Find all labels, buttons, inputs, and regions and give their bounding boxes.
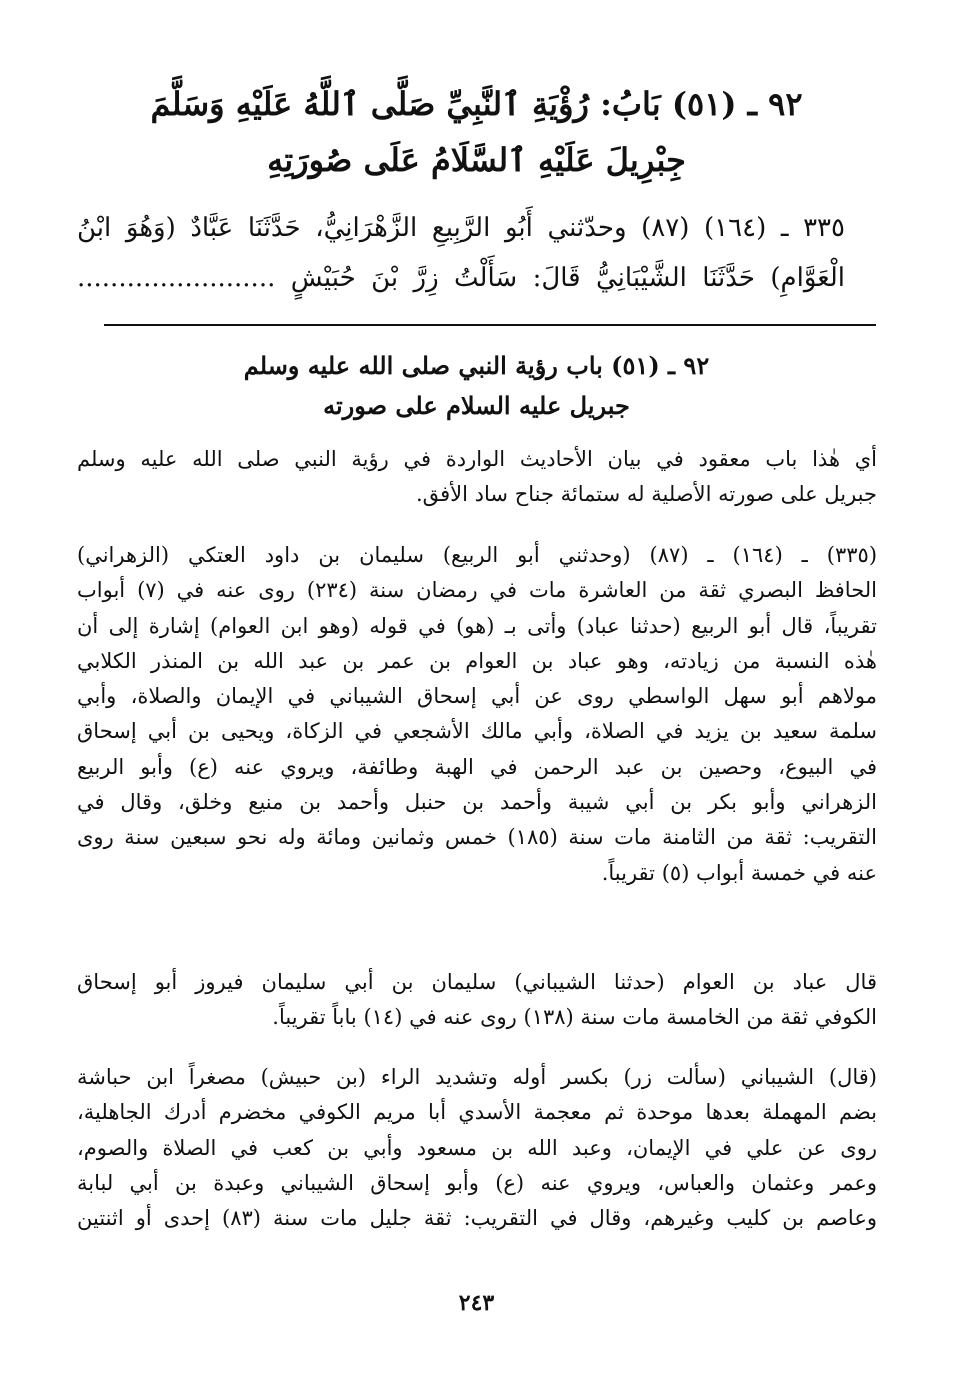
sharh-narrator-paragraph-2 bbox=[77, 965, 877, 1036]
text-line: وعاصم بن كليب وغيرهم، وقال في التقريب: ثقة جليل مات سنة (٨٣) إحدى أو اثنتين bbox=[77, 1206, 877, 1231]
text-line: وعمر وعثمان والعباس، ويروي عنه (ع) وأبو إسحاق الشيباني وعبدة بن أبي لبابة bbox=[77, 1170, 877, 1195]
text-line: الحافظ البصري ثقة من العاشرة مات في رمضان سنة (٢٣٤) روى عنه في (٧) أبواب bbox=[77, 578, 877, 603]
matn-hadith-line2: الْعَوَّامِ) حَدَّثَنَا الشَّيْبَانِيُّ قَالَ: سَأَلْتُ زِرَّ بْنَ حُبَيْشٍ ........................ bbox=[77, 263, 845, 293]
sharh-chapter-title-line2: جبريل عليه السلام على صورته bbox=[323, 391, 630, 420]
text-line: جبريل على صورته الأصلية له ستمائة جناح ساد الأفق. bbox=[415, 482, 877, 507]
separator-rule bbox=[104, 324, 876, 326]
text-line: هٰذه النسبة من زيادته، وهو عباد بن العوام بن عمر بن عبد الله بن المنذر الكلابي bbox=[77, 648, 877, 673]
text-line: روى عن علي في الإيمان، وعبد الله بن مسعود وأبي بن كعب في الصلاة والصوم، bbox=[77, 1135, 877, 1160]
matn-hadith-line1: ٣٣٥ ـ (١٦٤) (٨٧) وحدّثني أَبُو الرَّبِيعِ الزَّهْرَانِيُّ، حَدَّثَنَا عَبَّادٌ (وَهُوَ ابْنُ bbox=[77, 213, 845, 243]
matn-chapter-title-line2: جِبْرِيلَ عَلَيْهِ ٱلسَّلَامُ عَلَى صُورَتِهِ bbox=[267, 141, 686, 179]
text-line: الكوفي ثقة من الخامسة مات سنة (١٣٨) روى عنه في (١٤) باباً تقريباً. bbox=[272, 1005, 877, 1030]
matn-chapter-title-line1: ٩٢ ـ (٥١) بَابُ: رُؤْيَةِ ٱلنَّبِيِّ صَلَّى ٱللَّهُ عَلَيْهِ وَسَلَّمَ bbox=[150, 85, 803, 123]
text-line: قال عباد بن العوام (حدثنا الشيباني) سليمان بن أبي سليمان فيروز أبو إسحاق bbox=[77, 970, 877, 994]
sharh-chapter-title-line1: ٩٢ ـ (٥١) باب رؤية النبي صلى الله عليه وسلم bbox=[243, 351, 710, 380]
page-number: ٢٤٣ bbox=[458, 1290, 495, 1316]
text-line: مولاهم أبو سهل الواسطي روى عن أبي إسحاق الشيباني في الإيمان والصلاة، وأبي bbox=[77, 684, 877, 709]
text-line: سلمة سعيد بن يزيد في الصلاة، وأبي مالك الأشجعي في الزكاة، ويحيى بن أبي إسحاق bbox=[77, 719, 877, 744]
sharh-narrator-paragraph-3 bbox=[77, 1060, 877, 1236]
sharh-intro-paragraph bbox=[77, 442, 877, 513]
text-line: بضم المهملة بعدها موحدة ثم معجمة الأسدي أبا مريم الكوفي مخضرم أدرك الجاهلية، bbox=[77, 1100, 877, 1125]
text-line: الزهراني وأبو بكر بن أبي شيبة وأحمد بن حنبل وأحمد بن منيع وخلق، وقال في bbox=[77, 790, 877, 815]
text-line: (٣٣٥) ـ (١٦٤) ـ (٨٧) (وحدثني أبو الربيع) سليمان بن داود العتكي (الزهراني) bbox=[77, 543, 878, 567]
text-line: في البيوع، وحصين بن عبد الرحمن في الهبة وطائفة، ويروي عنه (ع) وأبو الربيع bbox=[77, 754, 877, 779]
sharh-narrator-paragraph-1 bbox=[77, 538, 877, 891]
text-line: (قال) الشيباني (سألت زر) بكسر أوله وتشديد الراء (بن حبيش) مصغراً ابن حباشة bbox=[77, 1065, 877, 1089]
text-line: تقريباً، قال أبو الربيع (حدثنا عباد) وأتى بـ (هو) في قوله (وهو ابن العوام) إشارة إلى أن bbox=[77, 613, 877, 638]
text-line: التقريب: ثقة من الثامنة مات سنة (١٨٥) خمس وثمانين ومائة وله نحو سبعين سنة روى bbox=[77, 825, 878, 850]
text-line: عنه في خمسة أبواب (٥) تقريباً. bbox=[601, 860, 877, 885]
text-line: أي هٰذا باب معقود في بيان الأحاديث الواردة في رؤية النبي صلى الله عليه وسلم bbox=[77, 447, 877, 471]
